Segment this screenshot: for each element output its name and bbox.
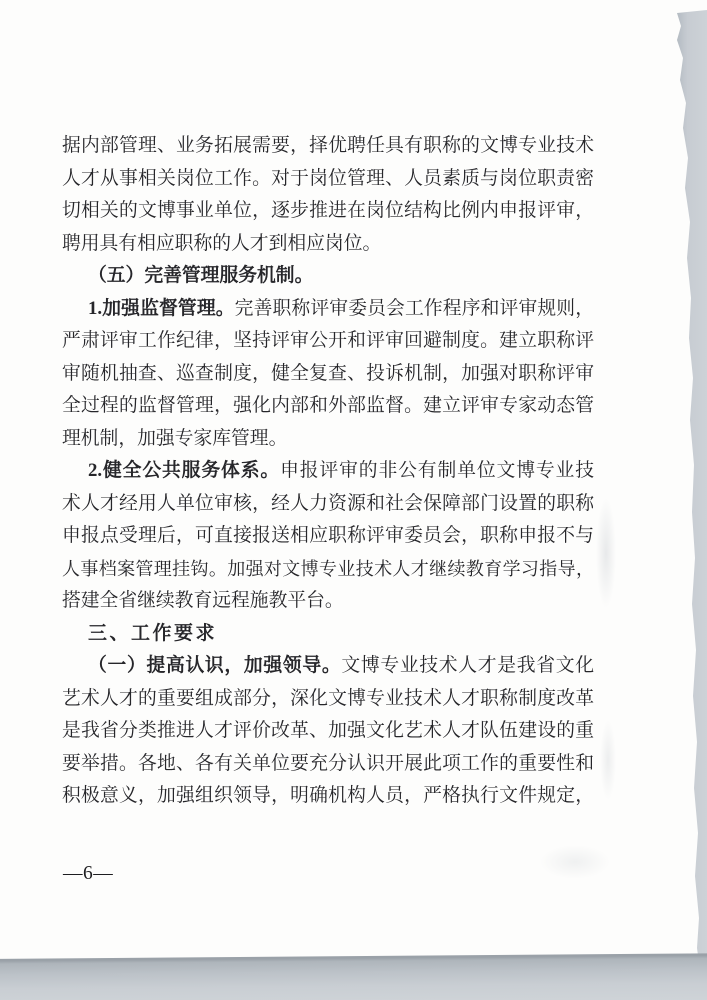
text-line bbox=[62, 455, 594, 488]
text-line bbox=[62, 553, 594, 586]
line-text: 艺术人才的重要组成部分，深化文博专业技术人才职称制度改革 bbox=[62, 687, 594, 709]
line-text: 严肃评审工作纪律，坚持评审公开和评审回避制度。建立职称评 bbox=[62, 330, 594, 351]
line-text: 人事档案管理挂钩。加强对文博专业技术人才继续教育学习指导， bbox=[62, 558, 594, 579]
text-line bbox=[62, 130, 594, 163]
paragraph-lead: （一）提高认识，加强领导。 bbox=[88, 655, 342, 676]
page-number: —6— bbox=[63, 863, 114, 884]
text-line bbox=[62, 650, 594, 683]
line-text: 积极意义，加强组织领导，明确机构人员，严格执行文件规定， bbox=[62, 785, 594, 806]
text-line bbox=[62, 195, 594, 228]
paragraph-lead: 2.健全公共服务体系。 bbox=[88, 460, 281, 481]
text-line bbox=[62, 163, 594, 196]
line-text: 要举措。各地、各有关单位要充分认识开展此项工作的重要性和 bbox=[62, 752, 594, 774]
text-line bbox=[62, 260, 594, 293]
line-text: 是我省分类推进人才评价改革、加强文化艺术人才队伍建设的重 bbox=[62, 720, 594, 741]
line-text: 人才从事相关岗位工作。对于岗位管理、人员素质与岗位职责密 bbox=[62, 167, 594, 189]
text-line bbox=[62, 520, 594, 553]
line-text: 完善职称评审委员会工作程序和评审规则， bbox=[234, 297, 595, 319]
line-text: 申报评审的非公有制单位文博专业技 bbox=[280, 460, 595, 481]
line-text: 三、工作要求 bbox=[88, 622, 218, 644]
text-block bbox=[62, 130, 594, 813]
scan-bottom-band bbox=[0, 953, 707, 1000]
line-text: 聘用具有相应职称的人才到相应岗位。 bbox=[62, 232, 382, 254]
line-text: 全过程的监督管理，强化内部和外部监督。建立评审专家动态管 bbox=[62, 395, 594, 416]
text-line bbox=[62, 585, 594, 618]
line-text: 术人才经用人单位审核，经人力资源和社会保障部门设置的职称 bbox=[62, 492, 594, 514]
line-text: （五）完善管理服务机制。 bbox=[88, 265, 314, 286]
text-line bbox=[62, 618, 594, 651]
text-line bbox=[62, 325, 594, 358]
line-text: 理机制，加强专家库管理。 bbox=[62, 427, 288, 449]
scan-smudge bbox=[540, 845, 610, 879]
text-line bbox=[62, 488, 594, 521]
text-line bbox=[62, 748, 594, 781]
line-text: 审随机抽查、巡查制度，健全复查、投诉机制，加强对职称评审 bbox=[62, 362, 594, 384]
text-line bbox=[62, 358, 594, 391]
line-text: 申报点受理后，可直接报送相应职称评审委员会，职称申报不与 bbox=[62, 525, 594, 546]
torn-edge-shape bbox=[677, 10, 707, 978]
text-line bbox=[62, 390, 594, 423]
text-line bbox=[62, 423, 594, 456]
paragraph-lead: 1.加强监督管理。 bbox=[88, 297, 235, 319]
line-text: 切相关的文博事业单位，逐步推进在岗位结构比例内申报评审， bbox=[62, 200, 594, 221]
scan-smudge bbox=[596, 498, 616, 608]
line-text: 据内部管理、业务拓展需要，择优聘任具有职称的文博专业技术 bbox=[62, 135, 594, 156]
line-text: 文博专业技术人才是我省文化 bbox=[341, 655, 595, 676]
text-line bbox=[62, 715, 594, 748]
text-line bbox=[62, 228, 594, 261]
line-text: 搭建全省继续教育远程施教平台。 bbox=[62, 590, 344, 611]
text-line bbox=[62, 293, 594, 326]
scan-smudge bbox=[600, 720, 616, 800]
text-line bbox=[62, 780, 594, 813]
text-line bbox=[62, 683, 594, 716]
